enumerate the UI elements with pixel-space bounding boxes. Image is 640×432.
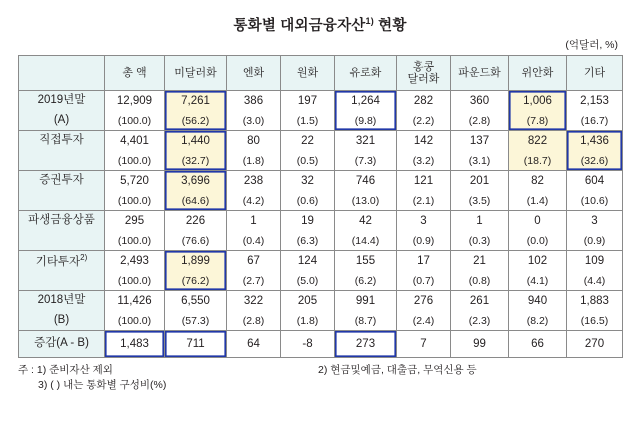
cell-derivatives-total-pct: (100.0)	[105, 231, 165, 251]
cell-derivatives-cny-pct: (0.0)	[509, 231, 567, 251]
cell-2018-eur-pct: (8.7)	[335, 311, 397, 331]
table-row	[19, 251, 623, 272]
table-header	[19, 56, 623, 91]
cell-direct-total-pct: (100.0)	[105, 151, 165, 171]
cell-portfolio-usd-pct: (64.6)	[165, 191, 227, 211]
foreign-financial-assets-table	[18, 55, 623, 358]
cell-portfolio-gbp-pct: (3.5)	[451, 191, 509, 211]
cell-2018-hkd: 276	[397, 291, 451, 312]
cell-direct-gbp: 137	[451, 131, 509, 152]
cell-direct-jpy-pct: (1.8)	[227, 151, 281, 171]
cell-portfolio-hkd: 121	[397, 171, 451, 192]
cell-other-inv-hkd-pct: (0.7)	[397, 271, 451, 291]
cell-change-hkd: 7	[397, 331, 451, 358]
cell-other-inv-krw-pct: (5.0)	[281, 271, 335, 291]
table-row-pct	[19, 271, 623, 291]
cell-other-inv-jpy: 67	[227, 251, 281, 272]
page-title-footnote-marker: 1)	[365, 16, 374, 27]
cell-2018-jpy: 322	[227, 291, 281, 312]
cell-derivatives-other-pct: (0.9)	[567, 231, 623, 251]
cell-derivatives-eur: 42	[335, 211, 397, 232]
cell-change-usd: 711	[165, 331, 227, 358]
cell-derivatives-usd-pct: (76.6)	[165, 231, 227, 251]
cell-other-inv-other-pct: (4.4)	[567, 271, 623, 291]
cell-2018-eur: 991	[335, 291, 397, 312]
cell-2019-gbp-pct: (2.8)	[451, 111, 509, 131]
table-body	[19, 91, 623, 358]
cell-2019-eur-pct: (9.8)	[335, 111, 397, 131]
cell-2019-other: 2,153	[567, 91, 623, 112]
cell-direct-other-pct: (32.6)	[567, 151, 623, 171]
cell-other-inv-hkd: 17	[397, 251, 451, 272]
cell-direct-hkd-pct: (3.2)	[397, 151, 451, 171]
cell-2018-other: 1,883	[567, 291, 623, 312]
cell-direct-other: 1,436	[567, 131, 623, 152]
cell-other-inv-krw: 124	[281, 251, 335, 272]
footnote-line-2	[18, 378, 622, 393]
page-title-text: 통화별 대외금융자산	[233, 18, 366, 34]
cell-change-gbp: 99	[451, 331, 509, 358]
cell-direct-eur: 321	[335, 131, 397, 152]
cell-other-inv-gbp: 21	[451, 251, 509, 272]
cell-2018-cny: 940	[509, 291, 567, 312]
footnotes	[18, 363, 622, 393]
cell-portfolio-eur-pct: (13.0)	[335, 191, 397, 211]
cell-derivatives-other: 3	[567, 211, 623, 232]
cell-portfolio-total-pct: (100.0)	[105, 191, 165, 211]
cell-direct-gbp-pct: (3.1)	[451, 151, 509, 171]
table-row-pct	[19, 151, 623, 171]
cell-2019-krw: 197	[281, 91, 335, 112]
cell-other-inv-eur: 155	[335, 251, 397, 272]
cell-2018-gbp: 261	[451, 291, 509, 312]
col-header-krw: 원화	[281, 56, 335, 91]
cell-portfolio-hkd-pct: (2.1)	[397, 191, 451, 211]
row-label-other-investment-marker: 2)	[80, 252, 88, 262]
cell-2018-krw-pct: (1.8)	[281, 311, 335, 331]
cell-portfolio-krw: 32	[281, 171, 335, 192]
row-label-derivatives: 파생금융상품	[19, 211, 105, 232]
cell-2019-gbp: 360	[451, 91, 509, 112]
table-row	[19, 91, 623, 112]
row-label-portfolio-investment-sub	[19, 191, 105, 211]
cell-portfolio-cny-pct: (1.4)	[509, 191, 567, 211]
cell-2019-hkd: 282	[397, 91, 451, 112]
cell-2019-eur: 1,264	[335, 91, 397, 112]
cell-direct-eur-pct: (7.3)	[335, 151, 397, 171]
col-header-hkd: 홍콩 달러화	[397, 56, 451, 91]
col-header-total: 총 액	[105, 56, 165, 91]
row-label-other-investment-text: 기타투자	[35, 255, 81, 268]
cell-2018-hkd-pct: (2.4)	[397, 311, 451, 331]
unit-note: (억달러, %)	[565, 39, 618, 51]
row-label-2018: 2018년말	[19, 291, 105, 312]
row-label-other-investment-sub	[19, 271, 105, 291]
cell-2019-jpy: 386	[227, 91, 281, 112]
cell-derivatives-hkd-pct: (0.9)	[397, 231, 451, 251]
cell-2019-total-pct: (100.0)	[105, 111, 165, 131]
cell-2018-other-pct: (16.5)	[567, 311, 623, 331]
cell-derivatives-total: 295	[105, 211, 165, 232]
cell-2018-usd-pct: (57.3)	[165, 311, 227, 331]
cell-derivatives-jpy: 1	[227, 211, 281, 232]
cell-2019-cny: 1,006	[509, 91, 567, 112]
table-row-pct	[19, 111, 623, 131]
table-row	[19, 171, 623, 192]
cell-2018-jpy-pct: (2.8)	[227, 311, 281, 331]
cell-change-total: 1,483	[105, 331, 165, 358]
cell-direct-krw: 22	[281, 131, 335, 152]
cell-other-inv-gbp-pct: (0.8)	[451, 271, 509, 291]
table-header-row	[19, 56, 623, 91]
cell-derivatives-usd: 226	[165, 211, 227, 232]
cell-derivatives-gbp: 1	[451, 211, 509, 232]
col-header-jpy: 엔화	[227, 56, 281, 91]
table-row-pct	[19, 191, 623, 211]
table-corner-cell	[19, 56, 105, 91]
cell-2018-gbp-pct: (2.3)	[451, 311, 509, 331]
cell-2019-hkd-pct: (2.2)	[397, 111, 451, 131]
cell-portfolio-other: 604	[567, 171, 623, 192]
col-header-cny: 위안화	[509, 56, 567, 91]
row-label-2019-sub: (A)	[19, 111, 105, 131]
cell-derivatives-jpy-pct: (0.4)	[227, 231, 281, 251]
cell-2018-usd: 6,550	[165, 291, 227, 312]
col-header-gbp: 파운드화	[451, 56, 509, 91]
cell-direct-total: 4,401	[105, 131, 165, 152]
table-row-change	[19, 331, 623, 358]
cell-other-inv-eur-pct: (6.2)	[335, 271, 397, 291]
col-header-usd: 미달러화	[165, 56, 227, 91]
cell-2018-cny-pct: (8.2)	[509, 311, 567, 331]
cell-2019-jpy-pct: (3.0)	[227, 111, 281, 131]
row-label-2018-sub: (B)	[19, 311, 105, 331]
cell-other-inv-cny: 102	[509, 251, 567, 272]
footnote-3: 3) ( ) 내는 통화별 구성비(%)	[38, 379, 167, 392]
cell-2019-krw-pct: (1.5)	[281, 111, 335, 131]
table-row-pct	[19, 311, 623, 331]
cell-portfolio-krw-pct: (0.6)	[281, 191, 335, 211]
cell-2019-other-pct: (16.7)	[567, 111, 623, 131]
cell-other-inv-other: 109	[567, 251, 623, 272]
cell-portfolio-usd: 3,696	[165, 171, 227, 192]
cell-2019-usd-pct: (56.2)	[165, 111, 227, 131]
cell-derivatives-eur-pct: (14.4)	[335, 231, 397, 251]
cell-direct-hkd: 142	[397, 131, 451, 152]
row-label-portfolio-investment: 증권투자	[19, 171, 105, 192]
row-label-direct-investment: 직접투자	[19, 131, 105, 152]
table-row	[19, 211, 623, 232]
cell-other-inv-usd: 1,899	[165, 251, 227, 272]
footnote-line-1	[18, 363, 622, 378]
table-row	[19, 131, 623, 152]
cell-derivatives-krw: 19	[281, 211, 335, 232]
cell-other-inv-usd-pct: (76.2)	[165, 271, 227, 291]
cell-other-inv-cny-pct: (4.1)	[509, 271, 567, 291]
cell-change-other: 270	[567, 331, 623, 358]
cell-derivatives-gbp-pct: (0.3)	[451, 231, 509, 251]
cell-direct-cny-pct: (18.7)	[509, 151, 567, 171]
cell-2019-total: 12,909	[105, 91, 165, 112]
row-label-direct-investment-sub	[19, 151, 105, 171]
cell-portfolio-eur: 746	[335, 171, 397, 192]
cell-portfolio-cny: 82	[509, 171, 567, 192]
cell-change-jpy: 64	[227, 331, 281, 358]
footnote-2: 2) 현금및예금, 대출금, 무역신용 등	[318, 364, 477, 376]
cell-change-eur: 273	[335, 331, 397, 358]
page-title-text-suffix: 현황	[373, 18, 407, 34]
cell-direct-usd-pct: (32.7)	[165, 151, 227, 171]
cell-other-inv-jpy-pct: (2.7)	[227, 271, 281, 291]
row-label-derivatives-sub	[19, 231, 105, 251]
cell-direct-usd: 1,440	[165, 131, 227, 152]
cell-other-inv-total-pct: (100.0)	[105, 271, 165, 291]
cell-portfolio-total: 5,720	[105, 171, 165, 192]
cell-derivatives-krw-pct: (6.3)	[281, 231, 335, 251]
cell-derivatives-hkd: 3	[397, 211, 451, 232]
row-label-change: 증감(A - B)	[19, 331, 105, 358]
cell-2019-usd: 7,261	[165, 91, 227, 112]
cell-2018-total: 11,426	[105, 291, 165, 312]
cell-2019-cny-pct: (7.8)	[509, 111, 567, 131]
row-label-2019: 2019년말	[19, 91, 105, 112]
table-row-pct	[19, 231, 623, 251]
cell-portfolio-jpy-pct: (4.2)	[227, 191, 281, 211]
cell-2018-total-pct: (100.0)	[105, 311, 165, 331]
cell-derivatives-cny: 0	[509, 211, 567, 232]
col-header-other: 기타	[567, 56, 623, 91]
cell-other-inv-total: 2,493	[105, 251, 165, 272]
cell-direct-krw-pct: (0.5)	[281, 151, 335, 171]
cell-change-cny: 66	[509, 331, 567, 358]
cell-portfolio-other-pct: (10.6)	[567, 191, 623, 211]
table-row	[19, 291, 623, 312]
page-title	[18, 0, 622, 37]
cell-direct-cny: 822	[509, 131, 567, 152]
cell-portfolio-gbp: 201	[451, 171, 509, 192]
row-label-other-investment	[19, 251, 105, 272]
cell-portfolio-jpy: 238	[227, 171, 281, 192]
cell-direct-jpy: 80	[227, 131, 281, 152]
cell-change-krw: -8	[281, 331, 335, 358]
footnote-1: 주 : 1) 준비자산 제외	[18, 364, 113, 376]
col-header-eur: 유로화	[335, 56, 397, 91]
cell-2018-krw: 205	[281, 291, 335, 312]
